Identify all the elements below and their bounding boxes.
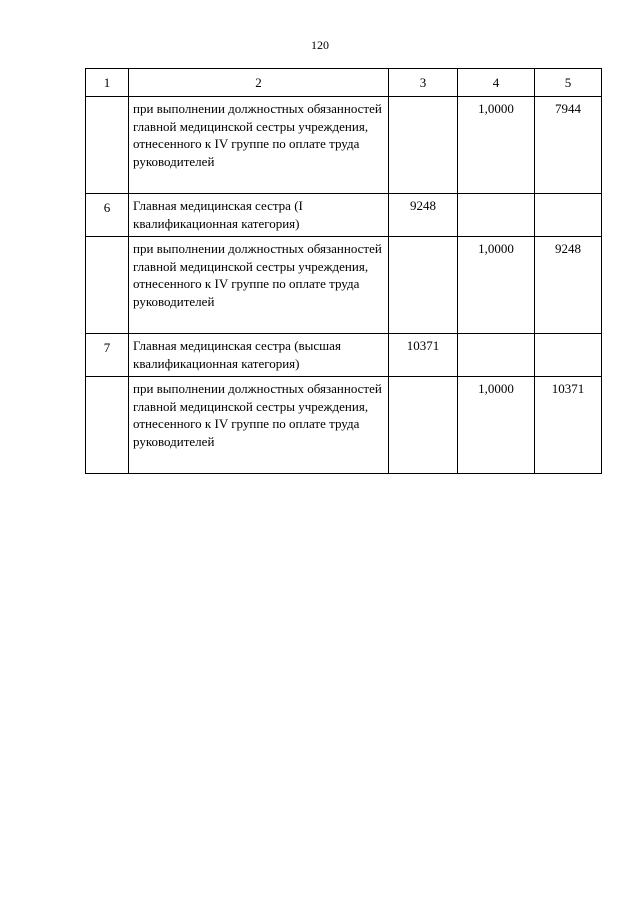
table-row (86, 334, 602, 377)
row-number-cell: 7 (86, 334, 129, 377)
position-name-cell: Главная медицинская сестра (I квалификационная категория) (129, 194, 389, 237)
column-header-2: 2 (129, 69, 389, 97)
column-header-5: 5 (535, 69, 602, 97)
salary-cell (535, 334, 602, 377)
page-number: 120 (311, 38, 329, 52)
coefficient-cell (458, 194, 535, 237)
table-row (86, 194, 602, 237)
position-name-cell: при выполнении должностных обязанностей главной медицинской сестры учреждения, отнесенного к IV группе по оплате труда руководителей (129, 377, 389, 474)
coefficient-cell: 1,0000 (458, 237, 535, 334)
coefficient-cell: 1,0000 (458, 377, 535, 474)
coefficient-cell: 1,0000 (458, 97, 535, 194)
base-salary-cell (389, 97, 458, 194)
table-row (86, 237, 602, 334)
table-row (86, 97, 602, 194)
salary-cell (535, 194, 602, 237)
row-number-cell: 6 (86, 194, 129, 237)
position-name-cell: при выполнении должностных обязанностей главной медицинской сестры учреждения, отнесенного к IV группе по оплате труда руководителей (129, 237, 389, 334)
base-salary-cell (389, 377, 458, 474)
coefficient-cell (458, 334, 535, 377)
salary-cell: 7944 (535, 97, 602, 194)
column-header-4: 4 (458, 69, 535, 97)
row-number-cell (86, 377, 129, 474)
base-salary-cell: 10371 (389, 334, 458, 377)
table-row (86, 377, 602, 474)
position-name-cell: при выполнении должностных обязанностей главной медицинской сестры учреждения, отнесенного к IV группе по оплате труда руководителей (129, 97, 389, 194)
row-number-cell (86, 97, 129, 194)
salary-cell: 9248 (535, 237, 602, 334)
table-header-row (86, 69, 602, 97)
salary-cell: 10371 (535, 377, 602, 474)
base-salary-cell: 9248 (389, 194, 458, 237)
column-header-3: 3 (389, 69, 458, 97)
base-salary-cell (389, 237, 458, 334)
row-number-cell (86, 237, 129, 334)
column-header-1: 1 (86, 69, 129, 97)
position-name-cell: Главная медицинская сестра (высшая квалификационная категория) (129, 334, 389, 377)
salary-table (85, 68, 602, 474)
